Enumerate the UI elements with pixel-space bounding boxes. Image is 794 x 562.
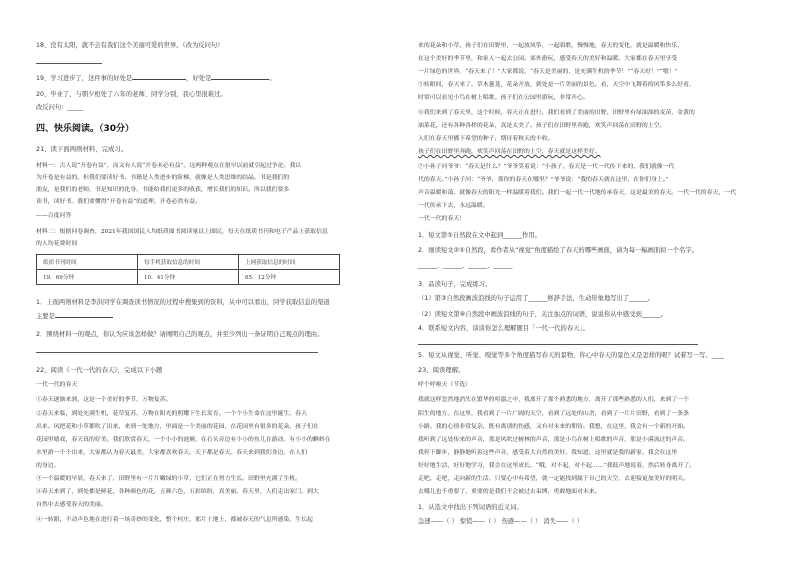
passage-end: 一代一代的春天！ xyxy=(418,216,466,222)
passage-line: 陌生的地方。在这里，我看到了一片广阔的天空，看到了远处的山峦，看到了一片片田野，看到了一条条 xyxy=(418,411,689,417)
passage-line: 我就这样忽然地消失在繁华的喧嚣之中，我离开了那个熟悉的地方，离开了那些熟悉的人们，来到了一个 xyxy=(418,397,689,403)
passage-line: 代的春天。”小孙子问：“爷爷，那你的春天在哪里？”爷爷说：“我的春天就在这里，在你们身上。” xyxy=(418,177,669,183)
passage-line: 时常可以看见小鸟在树上唱歌。孩子们在公园里游玩，非常开心。 xyxy=(418,95,589,101)
passage-line: 人们在春天里播下希望的种子，期待着秋天的丰收。 xyxy=(418,136,554,142)
passage-line: 走吧，走吧，走向新的生活。只要心中有希望，就一定能找到属于自己的天空，去迎接更加美好的明天。 xyxy=(418,476,689,482)
passage-line: ⑥我们来到了春天里，这个时候，春天正在进行，我们看到了美丽的田野，田野里有绿油油的麦苗，金黄的 xyxy=(418,110,695,116)
passage-line: 的身边。 xyxy=(36,463,60,469)
section-title-reading: 四、快乐阅读。（30分） xyxy=(36,124,135,134)
question-22: 22、阅读《一代一代的春天》，完成以下小题 xyxy=(36,366,163,374)
table-header-cell: 上网获取信息的时间 xyxy=(239,255,340,270)
material-two-line: 材料二：根据问卷调查，2021年我国国民人均纸质图书阅读量以上图民，每天在纸质书刊和电子产品上获取信息 xyxy=(36,229,328,235)
reading-question-23-1: 1．从选文中找出下列词语的近义词。 xyxy=(418,504,523,511)
passage-line: ①春天逐渐来到，这是一个美好的季节，万物复苏。 xyxy=(36,397,172,403)
question-23: 23、阅读理解。 xyxy=(418,366,465,374)
passage-line: 在这个美好的季节里，和家人一起去公园、郊外游玩，感受春天的美好和温暖。大家都在春天里享受 xyxy=(418,56,678,62)
question-21-2: 2．围绕材料一的观点，你认为应该怎样做？请阐明自己的观点，并至少列出一条证明自己观点的理由。 xyxy=(36,331,324,338)
reading-question-2-blanks[interactable]: ______、______、______、______ xyxy=(418,262,513,269)
table-cell: 10．41分钟 xyxy=(138,270,239,285)
question-21: 21、读下面两则材料，完成习。 xyxy=(36,145,128,153)
material-one-line: 为开卷是有益的，但我们要读好书。书籍是人类进步的阶梯，就像是人类思维的结晶，书是我们的 xyxy=(36,175,290,181)
passage-line: 花园里嬉戏，春天真的好美。我们欣赏春天，一个小小的池塘，在石头旁边有小小的鱼儿在游动。有小小的蝌蚪在 xyxy=(36,437,331,443)
material-one-line: 材料一：古人说“开卷有益”，而又有人说“开卷未必有益”。这两种观点在很早以前就引起过争论。我认 xyxy=(36,163,302,169)
table-cell: 19．69分钟 xyxy=(37,270,138,285)
question-20: 20、毕业了，与朝夕相处了六年的老师、同学分别，我心里很难过。 xyxy=(36,91,227,98)
blank-19a[interactable] xyxy=(132,74,186,80)
reading-question-3-1: （1）第③自然段画波浪线的句子运用了______修辞手法，生动形象地写出了______。 xyxy=(418,295,655,302)
answer-line-18[interactable] xyxy=(36,63,102,64)
passage-line: 声音温暖和蔼，就像春天的阳光一样温暖着我们。我们一起一代一代地传承春天，这是最美的春天。一代一代的春天，一代 xyxy=(418,190,737,196)
passage-line: 我停下脚步，静静地听着这些声音，感受着大自然的美好。我知道，这里就是我的新家。我会在这里 xyxy=(418,450,678,456)
passage-line: 油菜花，还有各种各样的花朵，真是太美了。孩子们在田野里奔跑，欢笑声回荡在田野的上空。 xyxy=(418,123,666,129)
passage-line: ③一个温暖的早晨，春天来了，田野里有一片片嫩绿的小草，它们正在努力生长。田野里充满了生机。 xyxy=(36,476,302,482)
passage-line: 我听到了远处传来的声音，那是风吹过树林的声音，那是小鸟在树上唱歌的声音，那是小溪流过的声音。 xyxy=(418,437,689,443)
table-row xyxy=(37,270,340,285)
question-21-1-answer: 主要是 xyxy=(36,312,113,321)
synonym-blanks[interactable]: 急速——（ ） 惊慌——（ ） 伤感——（ ） 消失——（ ） xyxy=(418,518,584,525)
answer-line-21-2[interactable] xyxy=(36,352,318,353)
question-20-rewrite: 改反问句：_____ xyxy=(36,104,84,111)
reading-question-3: 3．品读句子，完成练习。 xyxy=(418,281,492,288)
reading-question-2: 2．细读短文②⑤自然段，看作者从“视觉”角度描绘了春天的哪些画面，请为每一幅画面拟一个名字。 xyxy=(418,247,698,254)
passage-line: 好好地生活，好好地学习，我会在这里成长。“哦，对不起，对不起……”我低声地说着，然后转身离开了。 xyxy=(418,463,695,469)
passage-line: 一片绿色的世界。“春天来了！”大家都说，“春天是美丽的，是充满生机的季节！”“春天好！”“嗯！” xyxy=(418,69,678,75)
passage-title: 呼个呼啦天（节选） xyxy=(418,382,472,388)
question-21-1: 1．上面两则材料是李洪同学在调查读书情况的过程中搜集到的资料，从中可以看出，同学获取信息的渠道 xyxy=(36,299,330,306)
passage-line: 水里游一个个出来，大家都认为春天最美，大家都喜欢春天，天下都是春天。春天来到我们身边，在人们 xyxy=(36,450,307,456)
wavy-underlined-sentence: 孩子们在田野里奔跑，欢笑声回荡在田野的上空，春天就是这样美好。 xyxy=(418,149,601,155)
passage-line: ④一转眼，不动声色地在进行着一场奇妙的变化，整个村庄，那片土地上，都被春天的气息所感染，生长起 xyxy=(36,517,313,523)
passage-line: ⑤转眼间，春天来了，草木葱茏，花朵开放，到处是一片美丽的景色。看，天空中飞舞着的风筝多么好看， xyxy=(418,82,695,88)
passage-line: 出来。风把花和小草都吹了出来，来到一处地方，里面是一个美丽的花园，在花园里有很多的花朵，孩子们在 xyxy=(36,424,319,430)
table-header-cell: 每手机获取信息的时间 xyxy=(138,255,239,270)
material-one-source: ——百度问答 xyxy=(36,213,72,219)
passage-line: 去哪儿也不重要了，重要的是我们不会被过去束缚，勇敢地面对未来。 xyxy=(418,489,601,495)
reading-question-4: 4．联系短文内容，谈谈你怎么理解题目「一代一代的春天」。 xyxy=(418,325,589,332)
table-row xyxy=(37,255,340,270)
passage-line: ⑦小孙子问爷爷：“春天是什么？”爷爷笑着说：“小孩子，春天是一代一代传下来的，我们就像一代 xyxy=(418,164,675,170)
reading-time-table xyxy=(36,254,340,285)
passage-line: ②春天来临，到处充满生机，花草复苏，万物在阳光的照耀下生长发育。一个个小生命在这里诞生。春天 xyxy=(36,411,307,417)
passage-title: 一代一代的春天 xyxy=(36,382,78,388)
blank-21-1[interactable] xyxy=(55,312,113,318)
passage-line: 小路。我的心情非常复杂，既有离别的伤感，又有对未来的期待。我想，在这里，我会有一个新的开始。 xyxy=(418,424,689,430)
material-one-line: 读书，读好书。我们要懂得“开卷有益”的道理，开卷必然有益。 xyxy=(36,199,202,205)
material-two-line: 的人均花费时间 xyxy=(36,241,78,247)
reading-question-5: 5．短文从视觉、听觉、嗅觉等多个角度描写春天的景物，你心中春天的景色又是怎样的呢？试着写一写。____ xyxy=(418,352,725,359)
reading-question-1: 1．短文第⑤自然段在文中起到______作用。 xyxy=(418,232,541,239)
blank-19b[interactable] xyxy=(211,74,269,80)
reading-question-3-2: （2）读短文第⑥自然段中画波浪线的句子，关注加点的词语，说说你从中感受到______。 xyxy=(418,311,667,318)
question-19: 19、学习进步了，这件事的好处是 ，好处是 。 xyxy=(36,75,276,82)
answer-line-4[interactable] xyxy=(418,344,698,345)
passage-line: 来的花朵和小草，孩子们在田野里，一起放风筝，一起唱歌。慢慢地，春天的变化，就是温暖和快乐， xyxy=(418,43,684,49)
material-one-line: 朋友，是我们的老师，书是知识的化身，书能给我们更多的收获，增长我们的知识。所以我们要多 xyxy=(36,187,290,193)
passage-line: 自然中去感受春天的美丽。 xyxy=(36,502,107,508)
question-18: 18、没有太阳，就不会有我们这个美丽可爱的世界。（改为反问句） xyxy=(36,42,224,49)
table-header-cell: 纸质书刊时间 xyxy=(37,255,138,270)
passage-line: ④春天来到了，到处都是鲜花，各种颜色的花，五颜六色，五彩缤纷，真美丽。春天里，人们走出家门，到大 xyxy=(36,489,319,495)
table-cell: 65．12分钟 xyxy=(239,270,340,285)
passage-line: 一代传承下去，永远温暖。 xyxy=(418,203,489,209)
